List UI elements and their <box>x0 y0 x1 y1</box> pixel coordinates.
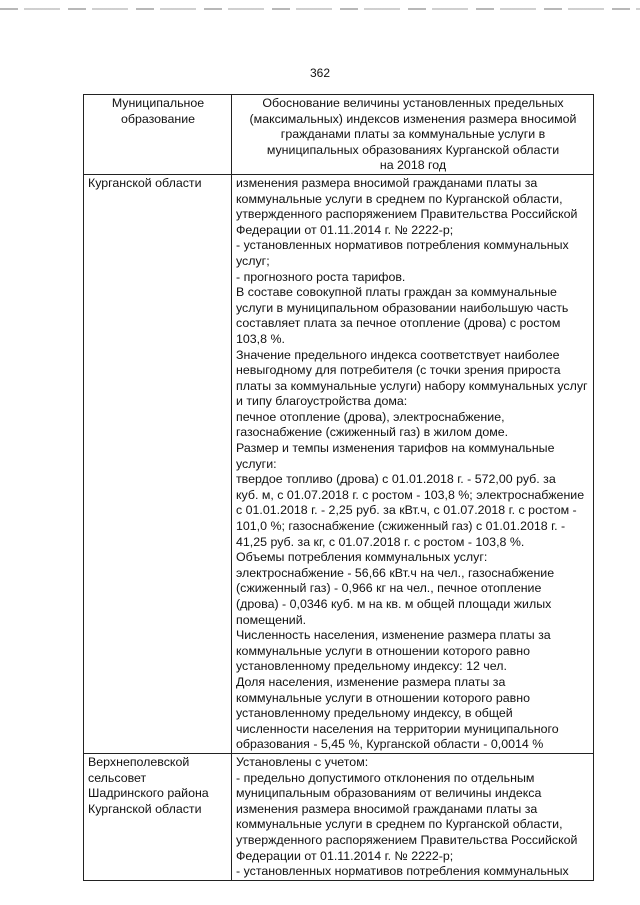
justification-line: изменения размера вносимой гражданами платы за <box>236 175 538 190</box>
municipality-line: Курганской области <box>88 175 202 190</box>
header-line: на 2018 год <box>379 158 447 173</box>
justification-line: печное отопление (дрова), электроснабжение, <box>236 409 505 424</box>
justification-line: Федерации от 01.11.2014 г. № 2222-р; <box>236 222 454 237</box>
justification-cell <box>232 174 594 753</box>
justification-line: составляет плата за печное отопление (дрова) с ростом <box>236 316 561 331</box>
justification-line: В составе совокупной платы граждан за коммунальные <box>236 285 557 300</box>
table-header-row <box>84 95 594 175</box>
justification-table <box>83 94 594 881</box>
justification-line: Объемы потребления коммунальных услуг: <box>236 550 488 565</box>
scan-edge-artifact <box>0 8 640 10</box>
municipality-line: Верхнеполевской <box>88 754 190 769</box>
justification-line: коммунальные услуги в отношении которого равно <box>236 690 530 705</box>
justification-line: платы за коммунальные услуги) набору коммунальных услуг <box>236 378 588 393</box>
justification-line: численности населения на территории муниципального <box>236 721 559 736</box>
header-line: (максимальных) индексов изменения размера вносимой <box>249 111 577 126</box>
page-number: 362 <box>309 66 331 80</box>
justification-line: Установлены с учетом: <box>236 754 369 769</box>
justification-line: установленному предельному индексу, в общей <box>236 706 513 721</box>
justification-line: 41,25 руб. за кг, с 01.07.2018 г. с ростом - 103,8 %. <box>236 534 525 549</box>
municipality-cell <box>84 753 232 880</box>
justification-line: помещений. <box>236 612 307 627</box>
justification-line: коммунальные услуги в отношении которого равно <box>236 643 530 658</box>
header-line: гражданами платы за коммунальные услуги в <box>280 127 546 142</box>
header-line: муниципальных образованиях Курганской области <box>266 142 560 157</box>
justification-line: Численность населения, изменение размера платы за <box>236 628 551 643</box>
justification-line: Федерации от 01.11.2014 г. № 2222-р; <box>236 848 454 863</box>
justification-line: куб. м, с 01.07.2018 г. с ростом - 103,8 %; электроснабжение <box>236 487 585 502</box>
justification-line: утвержденного распоряжением Правительства Российской <box>236 207 578 222</box>
municipality-line: сельсовет <box>88 770 147 785</box>
justification-line: Доля населения, изменение размера платы за <box>236 674 506 689</box>
justification-line: 101,0 %; газоснабжение (сжиженный газ) с 01.01.2018 г. - <box>236 519 566 534</box>
header-justification <box>232 95 594 175</box>
justification-line: (дрова) - 0,0346 куб. м на кв. м общей площади жилых <box>236 597 552 611</box>
justification-line: - прогнозного роста тарифов. <box>236 269 406 284</box>
justification-line: и типу благоустройства дома: <box>236 394 408 409</box>
justification-line: с 01.01.2018 г. - 2,25 руб. за кВт.ч, с 01.07.2018 г. с ростом - <box>236 503 577 518</box>
table-row <box>84 174 594 753</box>
justification-line: - установленных нормативов потребления коммунальных <box>236 864 569 879</box>
justification-line: Значение предельного индекса соответствует наиболее <box>236 347 560 362</box>
justification-line: 103,8 %. <box>236 331 285 346</box>
justification-line: утвержденного распоряжением Правительства Российской <box>236 832 578 847</box>
justification-line: установленному предельному индексу: 12 чел. <box>236 659 507 674</box>
justification-line: Размер и темпы изменения тарифов на коммунальные <box>236 441 555 456</box>
justification-line: газоснабжение (сжиженный газ) в жилом доме. <box>236 425 509 440</box>
justification-line: коммунальные услуги в среднем по Курганской области, <box>236 817 563 832</box>
justification-line: (сжиженный газ) - 0,966 кг на чел., печное отопление <box>236 581 542 596</box>
municipality-cell <box>84 174 232 753</box>
justification-line: невыгодному для потребителя (с точки зрения прироста <box>236 363 561 378</box>
justification-line: услуг; <box>236 253 270 268</box>
justification-line: услуги в муниципальном образовании наибольшую часть <box>236 300 569 315</box>
header-line: Обоснование величины установленных предельных <box>262 96 564 110</box>
header-municipality <box>84 95 232 175</box>
justification-line: изменения размера вносимой гражданами платы за <box>236 801 538 816</box>
justification-line: - предельно допустимого отклонения по отдельным <box>236 770 535 785</box>
justification-line: твердое топливо (дрова) с 01.01.2018 г. - 572,00 руб. за <box>236 472 556 487</box>
justification-line: коммунальные услуги в среднем по Курганской области, <box>236 191 563 206</box>
header-line: Муниципальное <box>111 96 205 110</box>
municipality-line: Курганской области <box>88 801 202 816</box>
justification-cell <box>232 753 594 880</box>
header-line: образование <box>120 111 196 126</box>
justification-line: услуги: <box>236 456 277 471</box>
justification-line: образования - 5,45 %, Курганской области - 0,0014 % <box>236 737 544 752</box>
table-row <box>84 753 594 880</box>
justification-line: муниципальным образованиям от величины индекса <box>236 786 542 801</box>
justification-line: электроснабжение - 56,66 кВт.ч на чел., газоснабжение <box>236 565 555 580</box>
municipality-line: Шадринского района <box>88 786 209 801</box>
justification-line: - установленных нормативов потребления коммунальных <box>236 238 569 253</box>
